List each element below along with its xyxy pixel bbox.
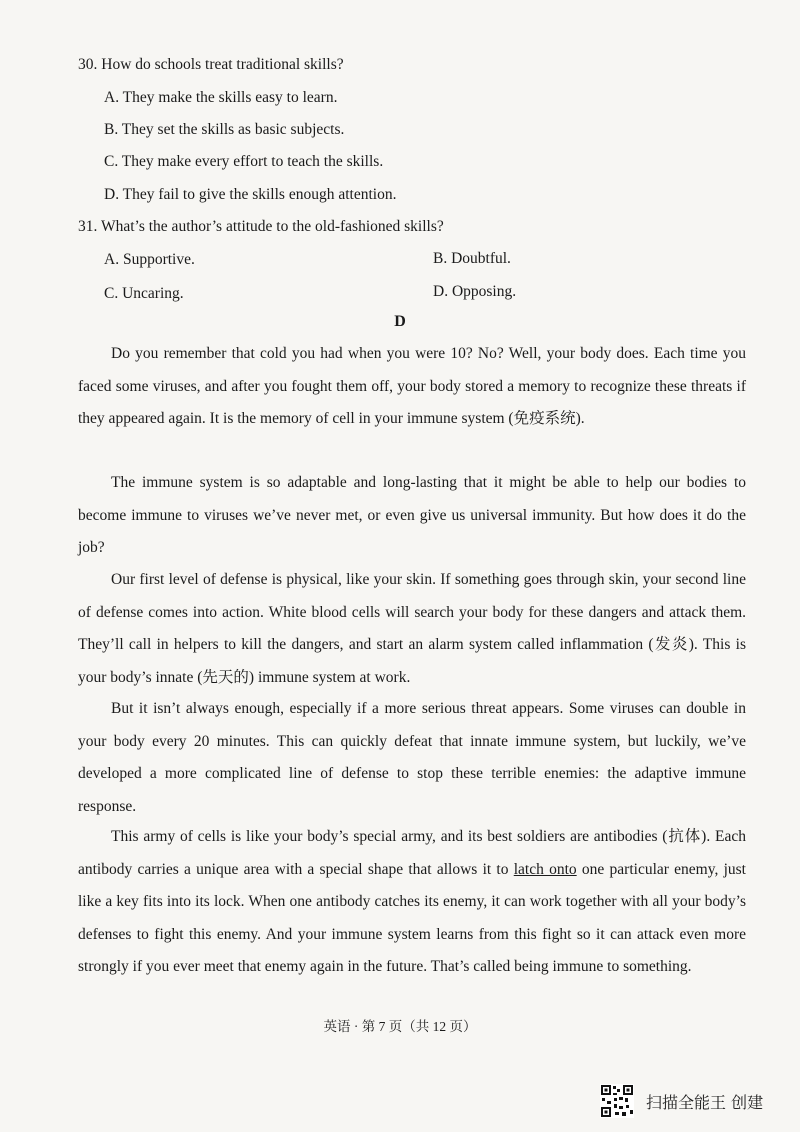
question-30-option-a: A. They make the skills easy to learn. xyxy=(104,89,338,106)
question-31-option-d: D. Opposing. xyxy=(433,283,517,300)
question-31-stem: 31. What’s the author’s attitude to the old-fashioned skills? xyxy=(78,218,444,235)
passage-heading: D xyxy=(394,313,406,330)
underlined-phrase: latch onto xyxy=(513,860,577,878)
passage-paragraph-3: Our first level of defense is physical, like your skin. If something goes through skin, your second line of defense comes into action. White blood cells will search your body for these dangers and attack them. They’ll call in helpers to kill the dangers, and start an alarm system called inflammation (发炎). This is your body’s innate (先天的) immune system at work. xyxy=(78,571,746,686)
paragraph-5-text-end: one particular enemy, just like a key fits into its lock. When one antibody catches its enemy, it can work together with all your body’s defenses to fight this enemy. And your immune system learns from this fight so it can attack even more strongly if you ever meet that enemy again in the future. That’s called being immune to something. xyxy=(78,860,746,976)
question-30-stem: 30. How do schools treat traditional skills? xyxy=(78,56,344,73)
passage-paragraph-4: But it isn’t always enough, especially if a more serious threat appears. Some viruses can double in your body every 20 minutes. This can quickly defeat that innate immune system, but luckily, we’ve developed a more complicated line of defense to stop these terrible enemies: the adaptive immune response. xyxy=(78,700,746,815)
question-31-option-b: B. Doubtful. xyxy=(433,250,511,267)
qr-code-icon xyxy=(600,1084,634,1118)
paragraph-5-text-start: This army of cells is like your body’s special army, and its best soldiers are antibodies (抗体). Each antibody carries a unique area with a special shape that allows it to xyxy=(78,828,746,878)
question-30-option-d: D. They fail to give the skills enough attention. xyxy=(104,186,397,203)
question-31-option-a: A. Supportive. xyxy=(104,251,195,268)
question-30-option-b: B. They set the skills as basic subjects. xyxy=(104,121,345,138)
scanner-app-label: 扫描全能王 创建 xyxy=(646,1092,764,1112)
scanner-watermark xyxy=(600,1084,763,1118)
passage-paragraph-2: The immune system is so adaptable and long-lasting that it might be able to help our bodies to become immune to viruses we’ve never met, or even give us universal immunity. But how does it do the job? xyxy=(78,474,746,557)
question-30-option-c: C. They make every effort to teach the skills. xyxy=(104,153,384,170)
page-footer: 英语 · 第 7 页（共 12 页） xyxy=(323,1019,477,1034)
question-31-option-c: C. Uncaring. xyxy=(104,285,184,302)
passage-paragraph-5 xyxy=(78,821,746,984)
passage-paragraph-1: Do you remember that cold you had when you were 10? No? Well, your body does. Each time you faced some viruses, and after you fought them off, your body stored a memory to recognize these threats if they appeared again. It is the memory of cell in your immune system (免疫系统). xyxy=(78,345,746,428)
